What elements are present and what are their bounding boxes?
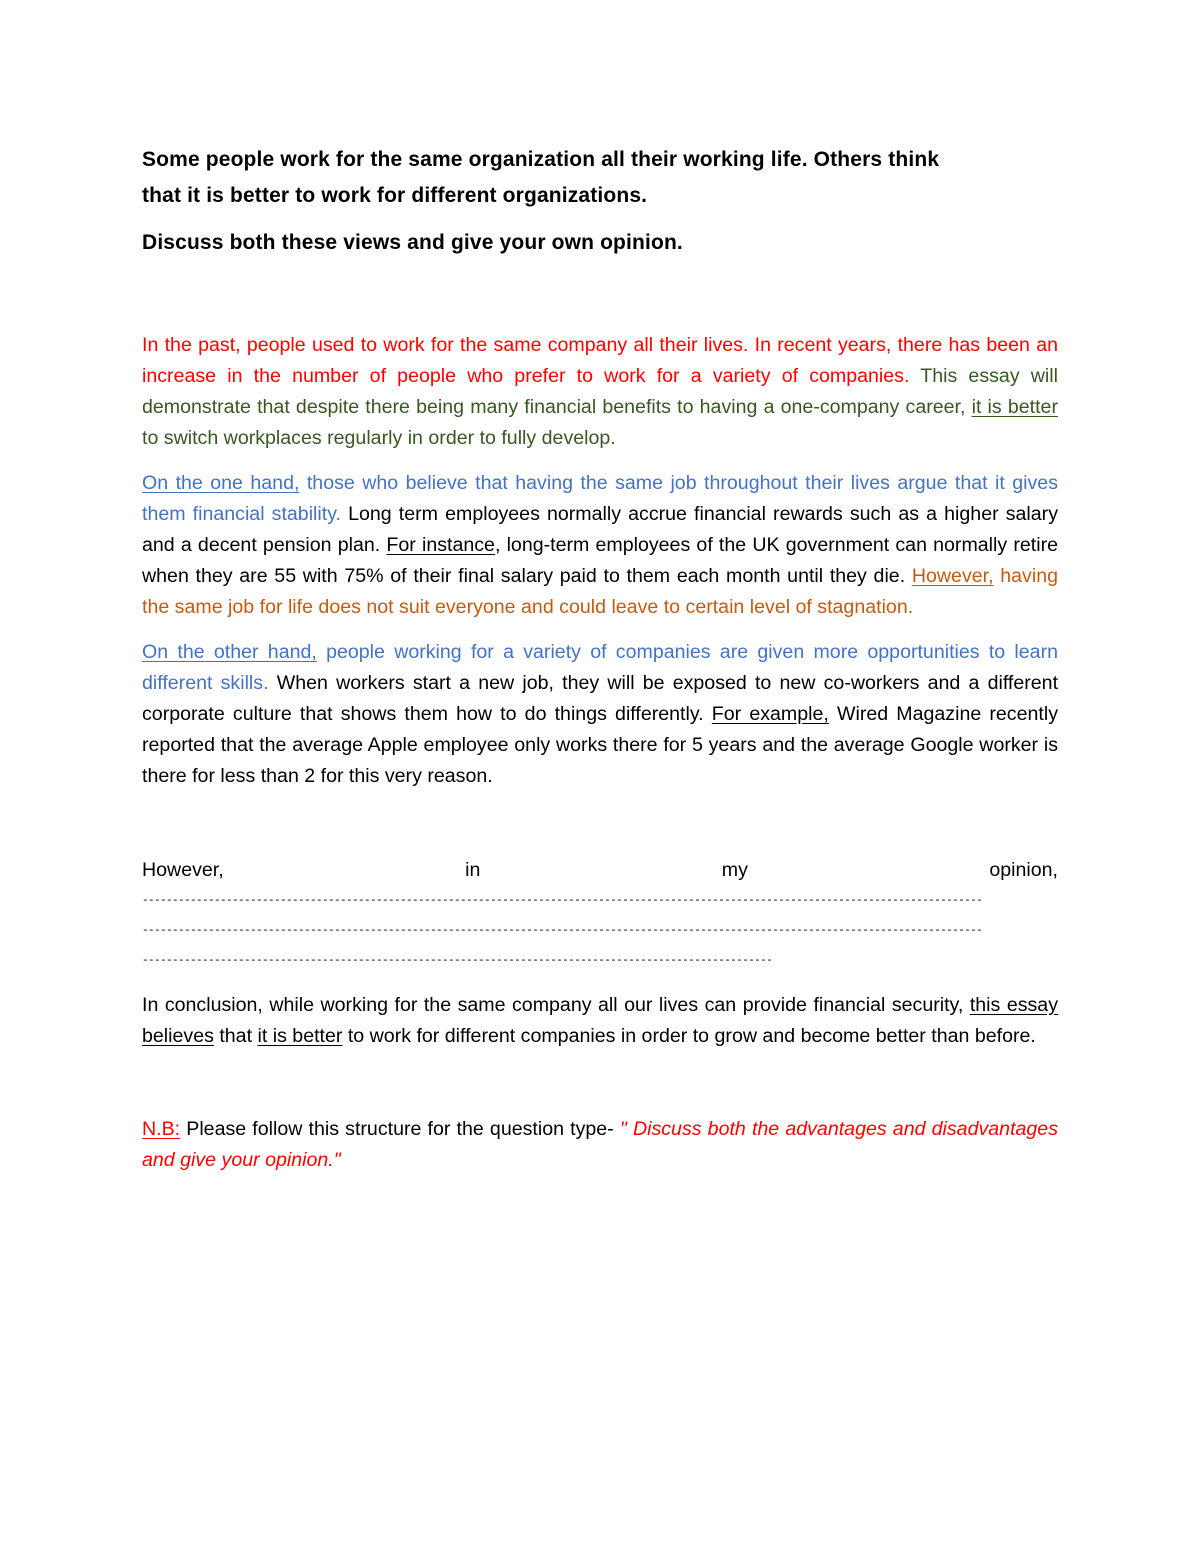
conclusion-paragraph (142, 990, 1058, 1052)
opinion-blank-line-3: --------------------------------------------------------------------------------------------------------- (142, 955, 773, 967)
intro-background-statement: In the past, people used to work for the same company all their lives. In recent years, there has been an increase in the number of people who prefer to work for a variety of companies. (142, 334, 1058, 387)
question-line-1: Some people work for the same organization all their working life. Others think (142, 148, 940, 171)
introduction-paragraph (142, 330, 1058, 454)
opinion-word-3: my (721, 859, 748, 881)
body2-example-linker: For example, (711, 703, 829, 725)
conclusion-end: to work for different companies in order to grow and become better than before. (342, 1025, 1036, 1047)
opinion-blank-line-1: -------------------------------------------------------------------------------------------------------------------------------------------- (142, 895, 983, 907)
body-paragraph-2 (142, 637, 1058, 792)
body2-linker: On the other hand, (142, 641, 317, 663)
body2-example: Wired Magazine recently reported that the average Apple employee only works there for 5 years and the average Google worker is there for less than 2 for this very reason. (142, 703, 1058, 787)
note-label: N.B: (142, 1118, 181, 1140)
opinion-word-1: However, (142, 859, 224, 881)
conclusion-start: In conclusion, while working for the same company all our lives can provide financial security, (142, 994, 970, 1016)
note-text: Please follow this structure for the question type- (180, 1118, 620, 1140)
opinion-paragraph (142, 855, 1058, 976)
body1-example: , long-term employees of the UK government can normally retire when they are 55 with 75% of their final salary paid to them each month until they die. (142, 534, 1058, 587)
essay-question (142, 142, 1058, 214)
conclusion-phrase-essay-believes: this essay believes (142, 994, 1058, 1047)
body2-explanation: When workers start a new job, they will be exposed to new co-workers and a different corporate culture that shows them how to do things differently. (142, 672, 1059, 725)
body1-explanation: Long term employees normally accrue financial rewards such as a higher salary and a decent pension plan. (142, 503, 1058, 556)
intro-thesis-end: to switch workplaces regularly in order to fully develop. (142, 427, 616, 449)
opinion-blank-line-2: -------------------------------------------------------------------------------------------------------------------------------------------- (142, 925, 983, 937)
body-paragraph-1 (142, 468, 1058, 623)
question-line-2: that it is better to work for different organizations. (142, 184, 648, 207)
note-paragraph (142, 1114, 1058, 1176)
body1-topic-sentence: those who believe that having the same job throughout their lives argue that it gives them financial stability. (142, 472, 1058, 525)
question-instruction: Discuss both these views and give your own opinion. (142, 231, 683, 254)
intro-thesis-start: This essay will demonstrate that despite there being many financial benefits to having a one-company career, (142, 365, 1058, 418)
document-content (142, 142, 1058, 1176)
intro-thesis-key-phrase: it is better (971, 396, 1058, 418)
opinion-word-2: in (465, 859, 481, 881)
opinion-heading-row (142, 855, 1058, 886)
body1-contrast-linker: However, (911, 565, 994, 587)
body2-topic-sentence: people working for a variety of companies are given more opportunities to learn different skills. (142, 641, 1058, 694)
note-quote: " Discuss both the advantages and disadvantages and give your opinion." (142, 1118, 1058, 1171)
conclusion-phrase-it-is-better: it is better (257, 1025, 343, 1047)
body1-example-linker: For instance (386, 534, 495, 556)
opinion-word-4: opinion, (989, 859, 1058, 881)
body1-contrast: having the same job for life does not suit everyone and could leave to certain level of stagnation. (142, 565, 1058, 618)
body1-linker: On the one hand, (142, 472, 300, 494)
conclusion-mid: that (213, 1025, 258, 1047)
